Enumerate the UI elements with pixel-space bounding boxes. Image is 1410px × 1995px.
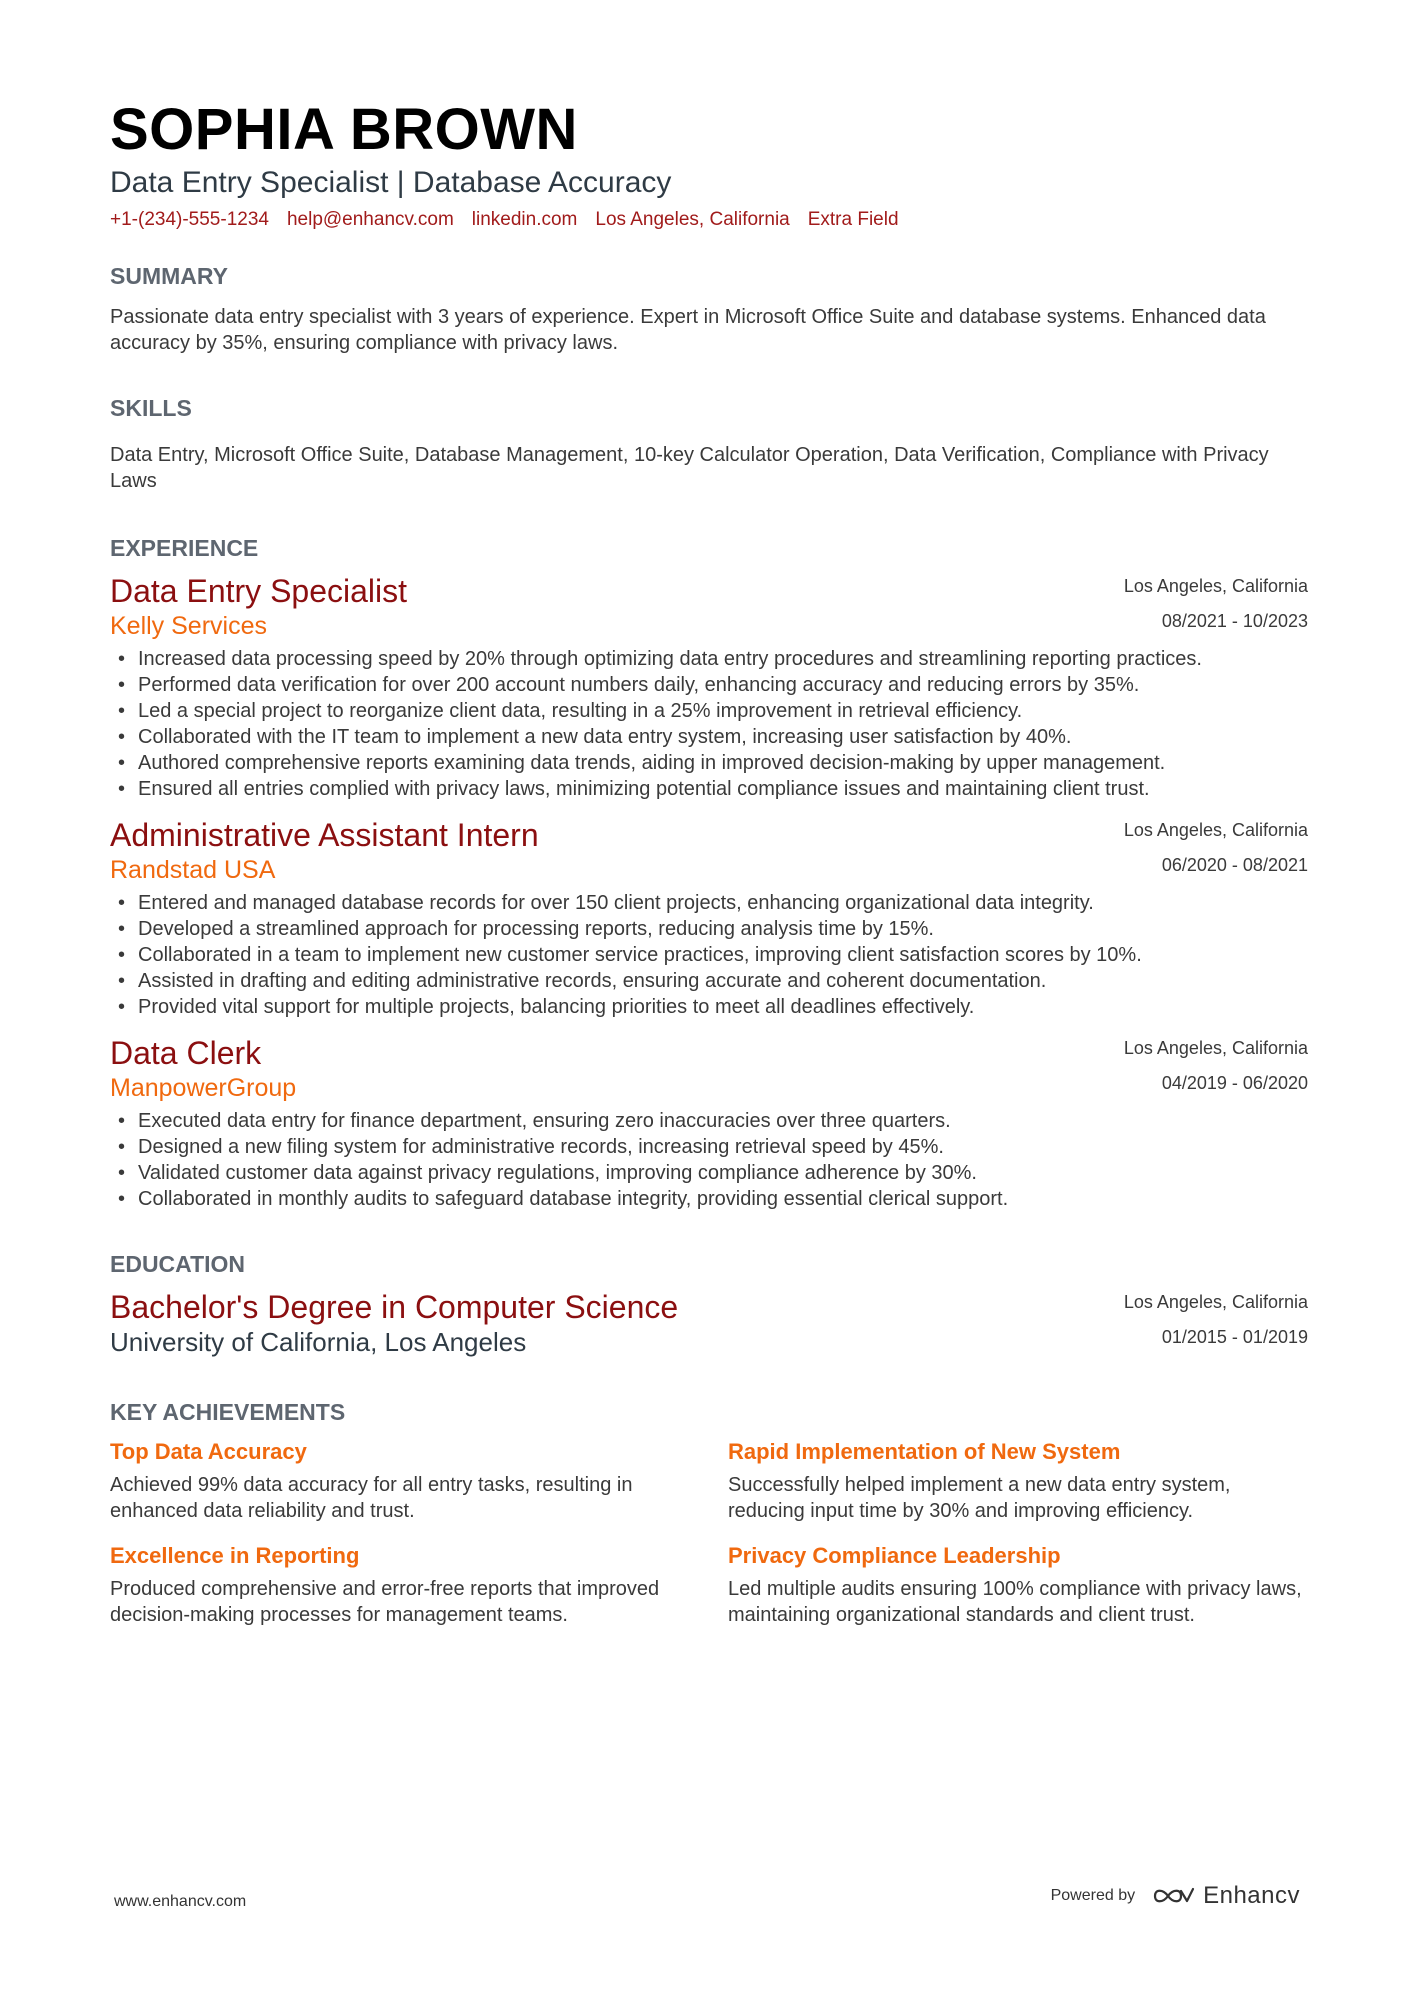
job-bullet: • Validated customer data against privacy regulations, improving compliance adherence by 30%.: [110, 1160, 1308, 1186]
skills-heading: SKILLS: [110, 395, 192, 421]
job-entry: [110, 816, 1308, 1020]
job-entry: [110, 572, 1308, 802]
achievements-heading: KEY ACHIEVEMENTS: [110, 1399, 346, 1425]
job-bullet: • Performed data verification for over 200 account numbers daily, enhancing accuracy and reducing errors by 35%.: [110, 672, 1308, 698]
powered-by-label: Powered by: [1050, 1887, 1136, 1904]
contact-email[interactable]: help@enhancv.com: [286, 209, 454, 230]
achievement-item: [110, 1438, 670, 1524]
summary-text: Passionate data entry specialist with 3 years of experience. Expert in Microsoft Office Suite and database systems. Enhanced data accuracy by 35%, ensuring compliance with privacy laws.: [110, 306, 1266, 354]
job-bullet: • Entered and managed database records for over 150 client projects, enhancing organizational data integrity.: [110, 890, 1308, 916]
contact-extra-field: Extra Field: [807, 209, 899, 230]
enhancv-logo-icon: [1151, 1884, 1195, 1908]
contact-phone[interactable]: +1-(234)-555-1234: [110, 209, 269, 230]
job-bullet: • Developed a streamlined approach for processing reports, reducing analysis time by 15%.: [110, 916, 1308, 942]
job-title: Administrative Assistant Intern: [110, 817, 539, 853]
contact-linkedin[interactable]: linkedin.com: [471, 209, 578, 230]
footer-branding: [1051, 1882, 1300, 1910]
job-bullet: • Collaborated in monthly audits to safeguard database integrity, providing essential clerical support.: [110, 1186, 1308, 1212]
resume-content: [110, 98, 1308, 1628]
brand-name: Enhancv: [1203, 1882, 1300, 1909]
job-bullet: • Designed a new filing system for administrative records, increasing retrieval speed by 45%.: [110, 1134, 1308, 1160]
job-bullets: [110, 890, 1308, 1020]
school-name: University of California, Los Angeles: [110, 1327, 527, 1357]
job-bullet: • Increased data processing speed by 20% through optimizing data entry procedures and streamlining reporting practices.: [110, 646, 1308, 672]
achievement-description: Achieved 99% data accuracy for all entry tasks, resulting in enhanced data reliability and trust.: [110, 1474, 633, 1522]
enhancv-brand-link[interactable]: [1151, 1882, 1300, 1910]
education-entry: [110, 1288, 1308, 1358]
achievement-title: Rapid Implementation of New System: [728, 1439, 1121, 1464]
job-dates: 04/2019 - 06/2020: [1161, 1073, 1308, 1093]
job-bullet: • Collaborated with the IT team to implement a new data entry system, increasing user satisfaction by 40%.: [110, 724, 1308, 750]
job-location: Los Angeles, California: [1123, 576, 1308, 596]
achievement-item: [728, 1438, 1308, 1524]
job-location: Los Angeles, California: [1123, 820, 1308, 840]
achievement-title: Excellence in Reporting: [110, 1543, 360, 1568]
job-location: Los Angeles, California: [1123, 1038, 1308, 1058]
achievement-description: Led multiple audits ensuring 100% compliance with privacy laws, maintaining organizational standards and client trust.: [728, 1578, 1302, 1626]
job-bullets: [110, 646, 1308, 802]
job-bullet: • Led a special project to reorganize client data, resulting in a 25% improvement in retrieval efficiency.: [110, 698, 1308, 724]
job-company: Kelly Services: [110, 612, 267, 640]
contact-location: Los Angeles, California: [595, 209, 790, 230]
job-company: ManpowerGroup: [110, 1074, 297, 1102]
job-bullet: • Collaborated in a team to implement new customer service practices, improving client satisfaction scores by 10%.: [110, 942, 1308, 968]
job-bullet: • Authored comprehensive reports examining data trends, aiding in improved decision-making by upper management.: [110, 750, 1308, 776]
job-entry: [110, 1034, 1308, 1212]
education-dates: 01/2015 - 01/2019: [1161, 1327, 1308, 1347]
skills-text: Data Entry, Microsoft Office Suite, Database Management, 10-key Calculator Operation, Data Verification, Compliance with Privacy Laws: [110, 444, 1269, 492]
job-title: Data Clerk: [110, 1035, 262, 1071]
experience-heading: EXPERIENCE: [110, 535, 259, 561]
job-bullet: • Ensured all entries complied with privacy laws, minimizing potential compliance issues and maintaining client trust.: [110, 776, 1308, 802]
achievement-title: Top Data Accuracy: [110, 1439, 307, 1464]
degree-title: Bachelor's Degree in Computer Science: [110, 1289, 679, 1325]
achievement-item: [110, 1542, 670, 1628]
job-dates: 06/2020 - 08/2021: [1161, 855, 1308, 875]
achievement-item: [728, 1542, 1308, 1628]
job-bullet: • Assisted in drafting and editing administrative records, ensuring accurate and coherent documentation.: [110, 968, 1308, 994]
achievement-title: Privacy Compliance Leadership: [728, 1543, 1061, 1568]
job-title: Data Entry Specialist: [110, 573, 408, 609]
contact-list: [110, 208, 1308, 232]
footer-website-link[interactable]: www.enhancv.com: [114, 1893, 247, 1910]
achievements-grid: [110, 1438, 1308, 1628]
education-heading: EDUCATION: [110, 1251, 246, 1277]
education-location: Los Angeles, California: [1123, 1292, 1308, 1312]
summary-heading: SUMMARY: [110, 263, 228, 289]
candidate-name: SOPHIA BROWN: [110, 97, 578, 162]
achievement-description: Successfully helped implement a new data entry system, reducing input time by 30% and improving efficiency.: [728, 1474, 1231, 1522]
candidate-headline: Data Entry Specialist | Database Accuracy: [110, 166, 672, 199]
job-bullets: [110, 1108, 1308, 1212]
job-bullet: • Executed data entry for finance department, ensuring zero inaccuracies over three quarters.: [110, 1108, 1308, 1134]
job-company: Randstad USA: [110, 856, 276, 884]
job-bullet: • Provided vital support for multiple projects, balancing priorities to meet all deadlines effectively.: [110, 994, 1308, 1020]
achievement-description: Produced comprehensive and error-free reports that improved decision-making processes for management teams.: [110, 1578, 660, 1626]
job-dates: 08/2021 - 10/2023: [1161, 611, 1308, 631]
